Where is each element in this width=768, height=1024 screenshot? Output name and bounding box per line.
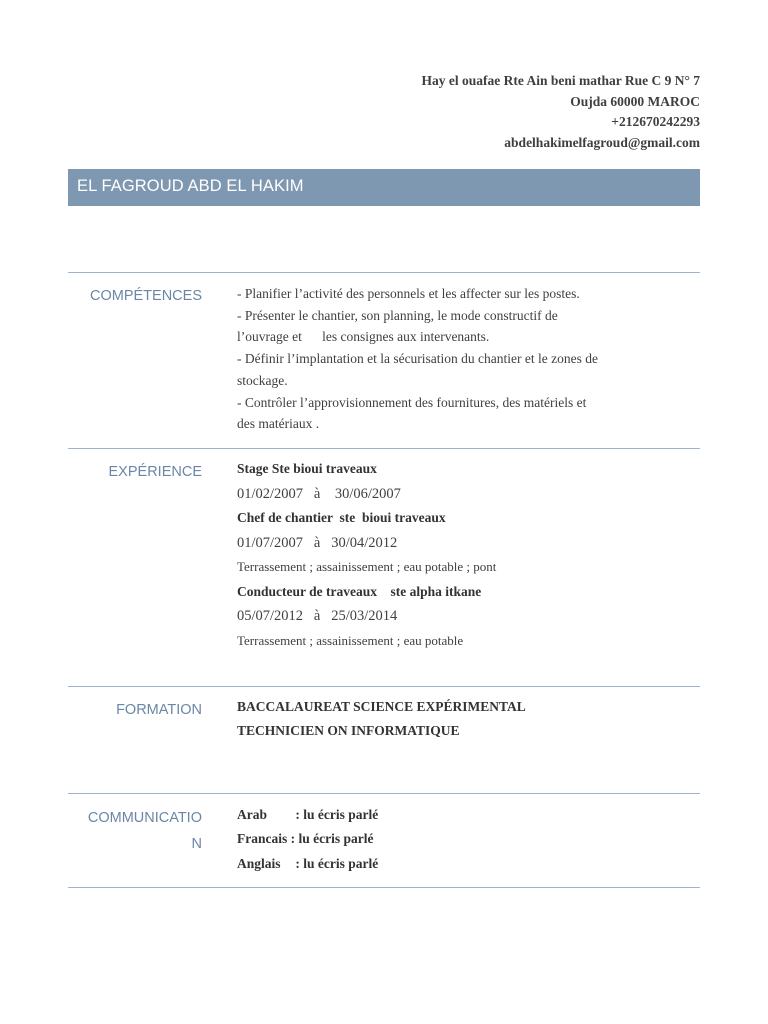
candidate-name: EL FAGROUD ABD EL HAKIM xyxy=(77,177,304,195)
competence-line: stockage. xyxy=(237,372,288,388)
language-separator: : xyxy=(290,831,296,847)
formation-line: BACCALAUREAT SCIENCE EXPÉRIMENTAL xyxy=(237,699,526,714)
contact-phone: +212670242293 xyxy=(611,114,700,130)
experience-position: Chef de chantier ste bioui traveaux xyxy=(237,510,446,525)
contact-city: Oujda 60000 MAROC xyxy=(570,93,700,109)
competence-line: - Définir l’implantation et la sécurisation du chantier et le zones de xyxy=(237,351,598,367)
formation-line: TECHNICIEN ON INFORMATIQUE xyxy=(237,723,460,739)
language-row xyxy=(237,803,667,827)
language-skills: lu écris parlé xyxy=(298,831,374,847)
formation-list xyxy=(237,695,667,744)
section-title-line: N xyxy=(191,836,202,852)
languages-list xyxy=(237,803,667,876)
experience-description: Terrassement ; assainissement ; eau potable ; pont xyxy=(237,559,497,574)
section-title-communication xyxy=(72,805,202,857)
language-name: Arab xyxy=(237,807,267,822)
language-name: Francais xyxy=(237,831,288,847)
competences-list xyxy=(237,283,667,435)
section-divider xyxy=(68,448,700,449)
language-row xyxy=(237,852,667,876)
name-banner xyxy=(68,169,700,206)
experience-dates: 05/07/2012 à 25/03/2014 xyxy=(237,608,398,624)
experience-dates: 01/02/2007 à 30/06/2007 xyxy=(237,485,401,502)
competence-line: - Contrôler l’approvisionnement des fournitures, des matériels et xyxy=(237,394,587,410)
section-title-formation: FORMATION xyxy=(116,702,202,718)
contact-block xyxy=(421,71,700,154)
competence-line: l’ouvrage et les consignes aux intervenants. xyxy=(237,329,490,345)
competence-line: - Présenter le chantier, son planning, le mode constructif de xyxy=(237,307,558,323)
experience-position: Conducteur de traveaux ste alpha itkane xyxy=(237,583,482,599)
experience-description: Terrassement ; assainissement ; eau potable xyxy=(237,632,464,648)
experience-list xyxy=(237,457,667,653)
contact-address: Hay el ouafae Rte Ain beni mathar Rue C 9 N° 7 xyxy=(421,73,700,88)
competence-line: - Planifier l’activité des personnels et les affecter sur les postes. xyxy=(237,286,580,301)
experience-dates: 01/07/2007 à 30/04/2012 xyxy=(237,534,398,551)
section-divider xyxy=(68,686,700,687)
section-divider xyxy=(68,887,700,888)
section-divider xyxy=(68,793,700,794)
section-divider xyxy=(68,272,700,273)
experience-position: Stage Ste bioui traveaux xyxy=(237,461,377,476)
section-title-line: COMMUNICATIO xyxy=(87,810,202,826)
language-separator: : xyxy=(295,855,300,871)
section-title-competences: COMPÉTENCES xyxy=(90,288,202,304)
language-skills: lu écris parlé xyxy=(303,807,379,822)
language-skills: lu écris parlé xyxy=(303,855,379,871)
contact-email: abdelhakimelfagroud@gmail.com xyxy=(504,135,700,151)
language-name: Anglais xyxy=(237,855,281,871)
section-title-experience: EXPÉRIENCE xyxy=(108,464,202,480)
language-row xyxy=(237,827,667,851)
language-separator: : xyxy=(295,807,300,822)
competence-line: des matériaux . xyxy=(237,416,320,432)
